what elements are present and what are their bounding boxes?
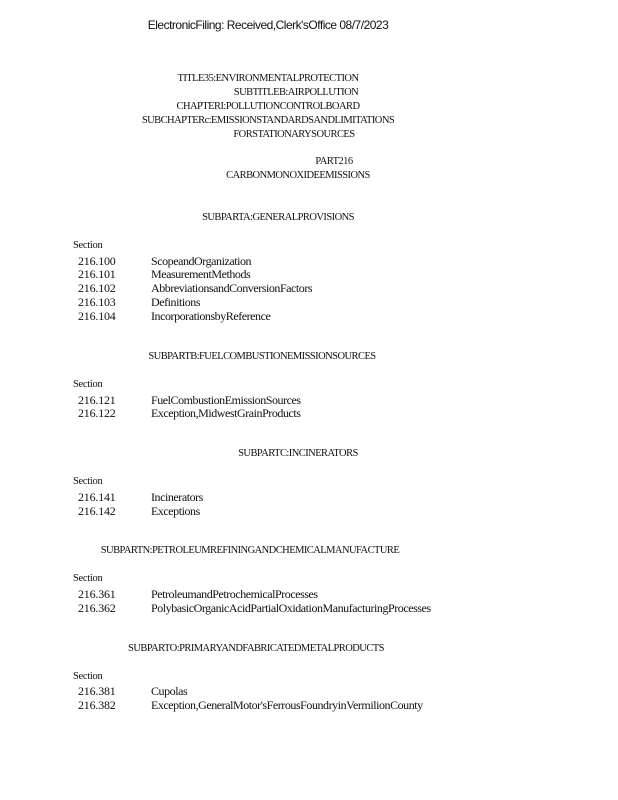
subpart-heading: SUBPARTO:PRIMARYANDFABRICATEDMETALPRODUCTS (128, 643, 384, 654)
section-row (0, 504, 600, 518)
subchapter-heading: SUBCHAPTERc:EMISSIONSTANDARDSANDLIMITATIONS (141, 115, 395, 126)
section-title: AbbreviationsandConversionFactors (151, 281, 313, 295)
section-title: PetroleumandPetrochemicalProcesses (151, 587, 318, 601)
section-title: MeasurementMethods (151, 267, 251, 281)
section-number: 216.141 (78, 490, 116, 504)
section-number: 216.382 (78, 698, 116, 712)
subpart-heading: SUBPARTA:GENERALPROVISIONS (202, 212, 354, 223)
section-row (0, 684, 600, 698)
section-row (0, 587, 600, 601)
chapter-heading: CHAPTERI:POLLUTIONCONTROLBOARD (176, 101, 360, 112)
part-name: CARBONMONOXIDEEMISSIONS (226, 170, 370, 181)
section-title: PolybasicOrganicAcidPartialOxidationManufacturingProcesses (151, 601, 431, 615)
section-title: Definitions (151, 295, 201, 309)
section-number: 216.142 (78, 504, 116, 518)
subchapter-heading-cont: FORSTATIONARYSOURCES (233, 129, 355, 140)
section-number: 216.104 (78, 309, 116, 323)
section-number: 216.101 (78, 267, 116, 281)
section-title: Exception,MidwestGrainProducts (151, 406, 301, 420)
section-label: Section (73, 671, 103, 682)
subpart-heading: SUBPARTN:PETROLEUMREFININGANDCHEMICALMANUFACTURE (100, 545, 400, 556)
filing-stamp: ElectronicFiling: Received,Clerk'sOffice 08/7/2023 (147, 18, 389, 32)
section-number: 216.103 (78, 295, 116, 309)
section-number: 216.121 (78, 393, 116, 407)
section-number: 216.102 (78, 281, 116, 295)
subtitle-heading: SUBTITLEB:AIRPOLLUTION (233, 87, 359, 98)
section-row (0, 406, 600, 420)
section-row (0, 281, 600, 295)
section-row (0, 698, 600, 712)
section-title: Exceptions (151, 504, 200, 518)
section-label: Section (73, 240, 103, 251)
title-heading: TITLE35:ENVIRONMENTALPROTECTION (177, 73, 359, 84)
section-title: Incinerators (151, 490, 203, 504)
section-row (0, 309, 600, 323)
section-row (0, 254, 600, 268)
section-row (0, 490, 600, 504)
section-title: IncorporationsbyReference (151, 309, 271, 323)
section-label: Section (73, 379, 103, 390)
section-label: Section (73, 573, 103, 584)
part-number: PART216 (315, 156, 353, 167)
section-number: 216.122 (78, 406, 116, 420)
section-title: ScopeandOrganization (151, 254, 252, 268)
section-title: FuelCombustionEmissionSources (151, 393, 301, 407)
section-title: Exception,GeneralMotor'sFerrousFoundryinVermilionCounty (151, 698, 423, 712)
section-number: 216.100 (78, 254, 116, 268)
section-label: Section (73, 476, 103, 487)
subpart-heading: SUBPARTB:FUELCOMBUSTIONEMISSIONSOURCES (148, 351, 376, 362)
section-row (0, 601, 600, 615)
section-number: 216.381 (78, 684, 116, 698)
section-number: 216.361 (78, 587, 116, 601)
section-number: 216.362 (78, 601, 116, 615)
section-title: Cupolas (151, 684, 188, 698)
section-row (0, 393, 600, 407)
subpart-heading: SUBPARTC:INCINERATORS (238, 448, 358, 459)
section-row (0, 295, 600, 309)
section-row (0, 267, 600, 281)
